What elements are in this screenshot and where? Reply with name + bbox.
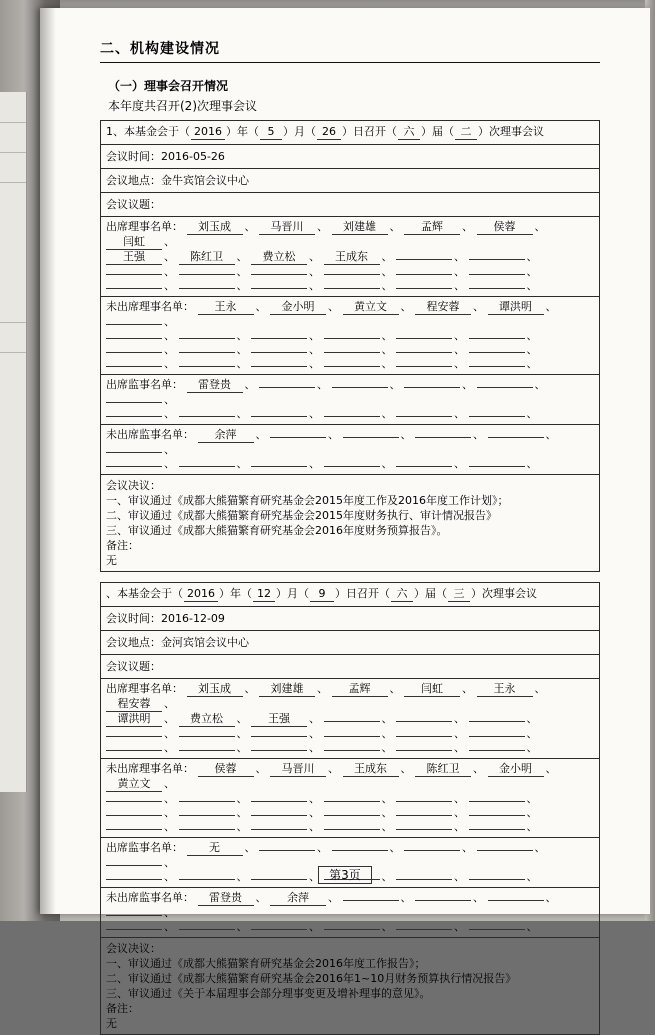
name-entry: 马晋川 [259,220,315,235]
name-entry-blank [106,929,162,930]
name-entry-blank [469,801,525,802]
name-entry-blank [396,801,452,802]
name-entry-blank [106,466,162,467]
name-entry-blank [469,929,525,930]
section-title: 二、机构建设情况 [100,41,220,57]
name-entry: 王成东 [343,762,399,777]
resolution-item: 一、审议通过《成都大熊猫繁育研究基金会2015年度工作及2016年度工作计划》； [106,494,509,507]
attend-supervisors-label: 出席监事名单： [106,378,183,391]
attend-directors-cell: 出席理事名单： 刘玉成 、 马晋川 、 刘建雄 、 孟辉 、 侯蓉 、 闫虹 、 王强 、 陈红卫 、 费立松 、 王成东 、 、 、 、 、 、 、 、 、 、 、 、 、 、 、 [101,217,600,297]
absent-supervisors-cell: 未出席监事名单： 雷登贵 、 余萍 、 、 、 、 、 、 、 、 、 、 、 [101,888,600,938]
resolution-item: 二、审议通过《成都大熊猫繁育研究基金会2016年1~10月财务预算执行情况报告》 [106,972,517,985]
name-entry-blank [404,387,460,388]
name-entry-blank [396,338,452,339]
name-entry-blank [324,274,380,275]
name-entry-blank [251,815,307,816]
section-divider [100,62,600,63]
meeting-table-1 [100,120,600,572]
meeting-header-row [101,121,600,145]
absent-directors-row [101,297,600,375]
name-entry: 费立松 [251,250,307,265]
meeting-place-value: 金河宾馆会议中心 [161,635,249,649]
name-entry: 王强 [251,712,307,727]
meeting-day: 26 [317,125,341,140]
name-entry-blank [324,801,380,802]
meeting-header-after-day: ）日召开（ [335,587,390,600]
absent-supervisors-label: 未出席监事名单： [106,891,194,904]
name-entry-blank [106,366,162,367]
name-entry: 余萍 [270,891,326,906]
name-entry-blank [179,466,235,467]
name-entry-blank [251,274,307,275]
name-entry-blank [469,829,525,830]
name-entry-blank [469,259,525,260]
name-entry-blank [259,850,315,851]
name-entry: 刘玉成 [187,682,243,697]
name-entry-blank [179,829,235,830]
name-entry-blank [251,829,307,830]
meeting-header-after-year: ）年（ [219,587,252,600]
resolution-item: 二、审议通过《成都大熊猫繁育研究基金会2015年度财务执行、审计情况报告》 [106,509,497,522]
absent-directors-row [101,759,600,838]
name-entry-blank [251,929,307,930]
meeting-month: 12 [253,587,275,602]
name-entry-blank [259,387,315,388]
attend-supervisors-row [101,375,600,425]
meeting-agenda-label: 会议议题： [106,197,161,211]
name-entry: 无 [187,841,243,856]
name-entry-blank [270,437,326,438]
meeting-agenda-label: 会议议题： [106,659,161,673]
name-entry: 谭洪明 [488,300,544,315]
name-entry-blank [469,721,525,722]
name-entry-blank [106,915,162,916]
subsection-note: 本年度共召开(2)次理事会议 [108,99,257,113]
name-entry: 费立松 [179,712,235,727]
absent-supervisors-row [101,888,600,938]
name-entry-blank [179,288,235,289]
name-entry-blank [469,815,525,816]
remark-value: 无 [106,1017,117,1030]
name-entry-blank [396,288,452,289]
name-entry-blank [469,750,525,751]
meeting-year: 2016 [184,587,218,602]
name-entry: 闫虹 [404,682,460,697]
name-entry-blank [106,736,162,737]
name-entry-blank [324,466,380,467]
resolution-cell [101,475,600,572]
name-entry: 刘建雄 [332,220,388,235]
name-entry-blank [251,801,307,802]
name-entry-blank [324,352,380,353]
meeting-place-row [101,169,600,193]
remark-value: 无 [106,554,117,567]
meeting-header-after-session: ）次理事会议 [478,125,544,138]
attend-supervisors-label: 出席监事名单： [106,841,183,854]
attend-supervisors-cell: 出席监事名单： 雷登贵 、 、 、 、 、 、 、 、 、 、 、 、 [101,375,600,425]
name-entry: 刘玉成 [187,220,243,235]
name-entry-blank [251,736,307,737]
remark-label: 备注： [106,539,139,552]
meeting-header-prefix: 、本基金会于（ [106,587,183,600]
name-entry-blank [324,416,380,417]
name-entry-blank [179,815,235,816]
name-entry-blank [396,750,452,751]
name-entry: 谭洪明 [106,712,162,727]
name-entry-blank [179,736,235,737]
meeting-agenda-row [101,193,600,217]
name-entry-blank [106,324,162,325]
absent-directors-label: 未出席理事名单： [106,300,194,313]
name-entry: 马晋川 [270,762,326,777]
name-entry: 孟辉 [332,682,388,697]
document-content [100,38,600,1035]
name-entry-blank [251,750,307,751]
name-entry: 程安蓉 [106,697,162,712]
name-entry: 王强 [106,250,162,265]
name-entry-blank [324,750,380,751]
name-entry-blank [324,829,380,830]
name-entry-blank [396,352,452,353]
attend-directors-row [101,679,600,759]
name-entry-blank [106,352,162,353]
meeting-header-after-year: ）年（ [226,125,259,138]
resolution-row [101,938,600,1035]
page-number: 第3页 [318,866,372,884]
name-entry-blank [179,352,235,353]
name-entry-blank [404,850,460,851]
attend-directors-label: 出席理事名单： [106,682,183,695]
name-entry-blank [324,815,380,816]
meeting-time-cell [101,145,600,169]
name-entry-blank [106,801,162,802]
name-entry-blank [106,402,162,403]
meeting-agenda-cell [101,655,600,679]
resolution-list [106,478,594,568]
name-entry: 黄立文 [343,300,399,315]
name-entry-blank [469,338,525,339]
meeting-time-value: 2016-05-26 [161,149,225,163]
name-entry-blank [324,736,380,737]
name-entry-blank [396,721,452,722]
name-entry-blank [396,416,452,417]
name-entry-blank [251,366,307,367]
name-entry-blank [469,466,525,467]
name-entry-blank [179,274,235,275]
name-entry-blank [396,736,452,737]
name-entry-blank [324,721,380,722]
name-entry-blank [106,416,162,417]
meeting-year: 2016 [191,125,225,140]
attend-directors-label: 出席理事名单： [106,220,183,233]
name-entry-blank [469,416,525,417]
name-entry-blank [106,274,162,275]
meeting-term: 六 [391,587,413,602]
absent-directors-cell: 未出席理事名单： 王永 、 金小明 、 黄立文 、 程安蓉 、 谭洪明 、 、 、 、 、 、 、 、 、 、 、 、 、 、 、 、 、 、 、 、 [101,297,600,375]
name-entry: 金小明 [270,300,326,315]
meeting-place-label: 会议地点： [106,635,161,649]
name-entry-blank [396,829,452,830]
meeting-header-row [101,583,600,607]
name-entry-blank [106,815,162,816]
name-entry-blank [469,352,525,353]
name-entry-blank [343,900,399,901]
name-entry: 侯蓉 [477,220,533,235]
name-entry: 孟辉 [404,220,460,235]
name-entry-blank [469,274,525,275]
attend-supervisors-cell: 出席监事名单： 无 、 、 、 、 、 、 、 、 、 、 、 、 [101,838,600,888]
resolution-cell [101,938,600,1035]
resolution-row [101,475,600,572]
name-entry: 侯蓉 [198,762,254,777]
name-entry-blank [396,366,452,367]
name-entry: 雷登贵 [187,378,243,393]
name-entry-blank [396,259,452,260]
resolution-item: 一、审议通过《成都大熊猫繁育研究基金会2016年度工作报告》； [106,957,426,970]
subsection-title: （一）理事会召开情况 [108,79,229,93]
name-entry: 王永 [477,682,533,697]
name-entry-blank [415,900,471,901]
name-entry: 金小明 [488,762,544,777]
meeting-header-after-term: ）届（ [421,125,454,138]
meeting-header-after-month: ）月（ [283,125,316,138]
meeting-table-2 [100,582,600,1035]
name-entry-blank [477,387,533,388]
name-entry-blank [106,750,162,751]
meeting-time-value: 2016-12-09 [161,611,225,625]
meeting-header-after-term: ）届（ [414,587,447,600]
resolution-item: 三、审议通过《关于本届理事会部分理事变更及增补理事的意见》。 [106,987,431,1000]
resolution-item: 三、审议通过《成都大熊猫繁育研究基金会2016年度财务预算报告》。 [106,524,448,537]
meeting-header-after-day: ）日召开（ [342,125,397,138]
attend-directors-row [101,217,600,297]
name-entry: 刘建雄 [259,682,315,697]
name-entry-blank [179,929,235,930]
name-entry-blank [251,416,307,417]
absent-supervisors-label: 未出席监事名单： [106,428,194,441]
name-entry-blank [324,338,380,339]
meeting-place-value: 金牛宾馆会议中心 [161,173,249,187]
meeting-time-label: 会议时间： [106,149,161,163]
absent-directors-label: 未出席理事名单： [106,762,194,775]
name-entry-blank [324,288,380,289]
meeting-time-label: 会议时间： [106,611,161,625]
name-entry-blank [488,437,544,438]
meeting-time-row [101,145,600,169]
meeting-header-cell [101,583,600,607]
name-entry: 黄立文 [106,777,162,792]
meeting-agenda-row [101,655,600,679]
name-entry-blank [179,366,235,367]
name-entry-blank [396,929,452,930]
name-entry: 余萍 [198,428,254,443]
meeting-place-label: 会议地点： [106,173,161,187]
name-entry-blank [343,437,399,438]
name-entry: 闫虹 [106,235,162,250]
absent-directors-cell: 未出席理事名单： 侯蓉 、 马晋川 、 王成东 、 陈红卫 、 金小明 、 黄立文 、 、 、 、 、 、 、 、 、 、 、 、 、 、 、 、 、 、 、 [101,759,600,838]
paper-sheet [40,8,650,1030]
background-left-paper-strip [0,92,27,792]
name-entry-blank [396,815,452,816]
meeting-time-cell [101,607,600,631]
meeting-place-cell [101,169,600,193]
name-entry: 王成东 [324,250,380,265]
name-entry-blank [488,900,544,901]
name-entry-blank [396,274,452,275]
name-entry-blank [106,452,162,453]
meeting-session: 二 [455,125,477,140]
meeting-header-cell [101,121,600,145]
meeting-header-after-session: ）次理事会议 [471,587,537,600]
name-entry-blank [251,466,307,467]
meeting-term: 六 [398,125,420,140]
meeting-time-row [101,607,600,631]
resolution-label: 会议决议： [106,942,161,955]
name-entry-blank [324,929,380,930]
meeting-month: 5 [260,125,282,140]
resolution-list [106,941,594,1031]
name-entry-blank [251,338,307,339]
resolution-label: 会议决议： [106,479,161,492]
meeting-place-cell [101,631,600,655]
name-entry: 陈红卫 [415,762,471,777]
remark-label: 备注： [106,1002,139,1015]
name-entry: 雷登贵 [198,891,254,906]
name-entry-blank [396,466,452,467]
attend-directors-cell: 出席理事名单： 刘玉成 、 刘建雄 、 孟辉 、 闫虹 、 王永 、 程安蓉 、 谭洪明 、 费立松 、 王强 、 、 、 、 、 、 、 、 、 、 、 、 、 、 、 、 [101,679,600,759]
name-entry-blank [179,750,235,751]
meeting-header-prefix: 1、本基金会于（ [106,125,190,138]
name-entry-blank [469,366,525,367]
name-entry: 陈红卫 [179,250,235,265]
page-footer [40,866,650,883]
name-entry-blank [251,352,307,353]
meeting-header-after-month: ）月（ [276,587,309,600]
meeting-day: 9 [310,587,334,602]
name-entry-blank [415,437,471,438]
name-entry-blank [332,387,388,388]
name-entry-blank [324,366,380,367]
name-entry: 王永 [198,300,254,315]
name-entry-blank [106,288,162,289]
absent-supervisors-cell: 未出席监事名单： 余萍 、 、 、 、 、 、 、 、 、 、 、 、 [101,425,600,475]
name-entry-blank [251,288,307,289]
meeting-agenda-cell [101,193,600,217]
name-entry: 程安蓉 [415,300,471,315]
meeting-place-row [101,631,600,655]
name-entry-blank [477,850,533,851]
meeting-session: 三 [448,587,470,602]
absent-supervisors-row [101,425,600,475]
name-entry-blank [469,288,525,289]
name-entry-blank [469,736,525,737]
name-entry-blank [179,416,235,417]
name-entry-blank [106,338,162,339]
name-entry-blank [179,801,235,802]
name-entry-blank [106,829,162,830]
name-entry-blank [179,338,235,339]
name-entry-blank [332,850,388,851]
